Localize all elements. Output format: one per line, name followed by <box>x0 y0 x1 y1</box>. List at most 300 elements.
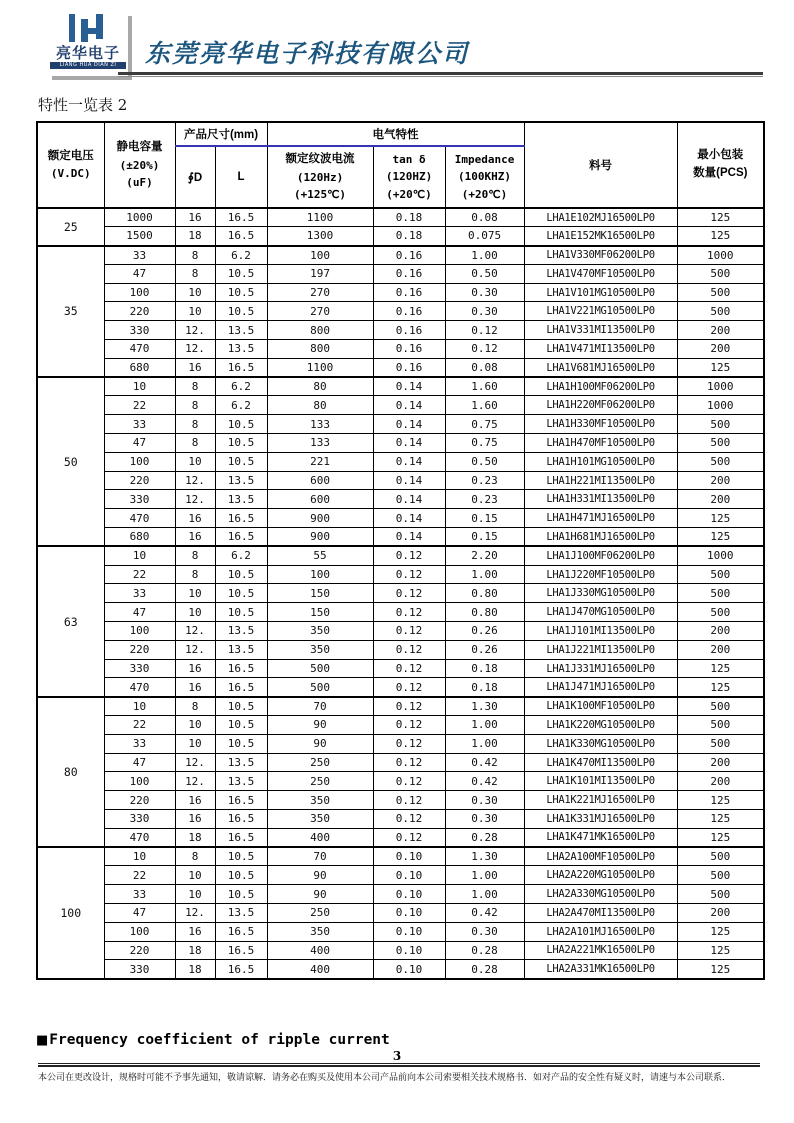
ripple-current-cell: 70 <box>267 847 373 866</box>
impedance-cell: 2.20 <box>445 546 524 565</box>
length-cell: 10.5 <box>215 866 267 885</box>
capacitance-cell: 220 <box>104 941 175 960</box>
ripple-current-cell: 90 <box>267 734 373 753</box>
ripple-current-cell: 500 <box>267 678 373 697</box>
part-number-cell: LHA2A221MK16500LP0 <box>524 941 677 960</box>
packaging-qty-cell: 200 <box>677 640 764 659</box>
packaging-qty-cell: 200 <box>677 753 764 772</box>
part-number-cell: LHA1K330MG10500LP0 <box>524 734 677 753</box>
packaging-qty-cell: 1000 <box>677 246 764 265</box>
part-number-cell: LHA1J470MG10500LP0 <box>524 603 677 622</box>
diameter-cell: 10 <box>175 866 215 885</box>
ripple-current-cell: 350 <box>267 810 373 829</box>
packaging-qty-cell: 500 <box>677 434 764 453</box>
diameter-cell: 10 <box>175 603 215 622</box>
ripple-current-cell: 133 <box>267 415 373 434</box>
ripple-current-cell: 90 <box>267 885 373 904</box>
packaging-qty-cell: 500 <box>677 885 764 904</box>
capacitance-cell: 33 <box>104 246 175 265</box>
capacitance-cell: 10 <box>104 546 175 565</box>
part-number-cell: LHA1H221MI13500LP0 <box>524 471 677 490</box>
packaging-qty-cell: 500 <box>677 283 764 302</box>
packaging-qty-cell: 125 <box>677 528 764 547</box>
length-cell: 10.5 <box>215 603 267 622</box>
header-rule <box>118 72 763 77</box>
impedance-cell: 1.30 <box>445 847 524 866</box>
tan-delta-cell: 0.12 <box>373 678 445 697</box>
tan-delta-cell: 0.10 <box>373 866 445 885</box>
tan-delta-cell: 0.10 <box>373 941 445 960</box>
part-number-cell: LHA2A330MG10500LP0 <box>524 885 677 904</box>
diameter-cell: 10 <box>175 716 215 735</box>
section-heading-text: Frequency coefficient of ripple current <box>49 1032 390 1048</box>
table-row <box>37 528 764 547</box>
part-number-cell: LHA1H220MF06200LP0 <box>524 396 677 415</box>
diameter-cell: 8 <box>175 434 215 453</box>
capacitance-cell: 330 <box>104 490 175 509</box>
tan-delta-cell: 0.12 <box>373 603 445 622</box>
length-cell: 16.5 <box>215 678 267 697</box>
impedance-cell: 1.00 <box>445 885 524 904</box>
impedance-cell: 0.15 <box>445 528 524 547</box>
col-header-part-number: 料号 <box>524 122 677 208</box>
packaging-qty-cell: 125 <box>677 960 764 979</box>
tan-delta-cell: 0.14 <box>373 396 445 415</box>
length-cell: 10.5 <box>215 885 267 904</box>
impedance-cell: 0.75 <box>445 415 524 434</box>
col-header-voltage: 额定电压 (V.DC) <box>37 122 104 208</box>
diameter-cell: 16 <box>175 810 215 829</box>
table-row <box>37 941 764 960</box>
diameter-cell: 10 <box>175 283 215 302</box>
col-header-ripple: 额定纹波电流 (120Hz) (+125℃) <box>267 146 373 208</box>
ripple-current-cell: 70 <box>267 697 373 716</box>
impedance-cell: 0.80 <box>445 584 524 603</box>
part-number-cell: LHA1J331MJ16500LP0 <box>524 659 677 678</box>
tan-delta-cell: 0.14 <box>373 509 445 528</box>
packaging-qty-cell: 200 <box>677 772 764 791</box>
ripple-current-cell: 1100 <box>267 208 373 227</box>
diameter-cell: 16 <box>175 791 215 810</box>
impedance-cell: 1.60 <box>445 377 524 396</box>
tan-delta-cell: 0.16 <box>373 358 445 377</box>
table-row <box>37 246 764 265</box>
table-row <box>37 753 764 772</box>
length-cell: 13.5 <box>215 490 267 509</box>
tan-delta-cell: 0.18 <box>373 208 445 227</box>
logo-text-en: LIANG HUA DIAN ZI <box>50 62 126 69</box>
table-row <box>37 828 764 847</box>
capacitance-cell: 100 <box>104 622 175 641</box>
length-cell: 6.2 <box>215 546 267 565</box>
capacitance-cell: 470 <box>104 509 175 528</box>
ripple-current-cell: 900 <box>267 528 373 547</box>
diameter-cell: 8 <box>175 396 215 415</box>
diameter-cell: 10 <box>175 584 215 603</box>
ripple-current-cell: 90 <box>267 716 373 735</box>
impedance-cell: 1.30 <box>445 697 524 716</box>
impedance-cell: 0.30 <box>445 791 524 810</box>
length-cell: 16.5 <box>215 509 267 528</box>
capacitance-cell: 330 <box>104 960 175 979</box>
packaging-qty-cell: 500 <box>677 734 764 753</box>
packaging-qty-cell: 1000 <box>677 396 764 415</box>
diameter-cell: 18 <box>175 941 215 960</box>
ripple-current-cell: 1100 <box>267 358 373 377</box>
capacitance-cell: 330 <box>104 659 175 678</box>
diameter-cell: 16 <box>175 659 215 678</box>
tan-delta-cell: 0.16 <box>373 321 445 340</box>
tan-delta-cell: 0.12 <box>373 791 445 810</box>
packaging-qty-cell: 500 <box>677 697 764 716</box>
tan-delta-cell: 0.14 <box>373 415 445 434</box>
packaging-qty-cell: 125 <box>677 941 764 960</box>
impedance-cell: 0.30 <box>445 922 524 941</box>
impedance-cell: 0.26 <box>445 640 524 659</box>
part-number-cell: LHA1K331MJ16500LP0 <box>524 810 677 829</box>
ripple-current-cell: 270 <box>267 302 373 321</box>
part-number-cell: LHA1K220MG10500LP0 <box>524 716 677 735</box>
length-cell: 10.5 <box>215 264 267 283</box>
packaging-qty-cell: 125 <box>677 678 764 697</box>
tan-delta-cell: 0.12 <box>373 697 445 716</box>
length-cell: 13.5 <box>215 321 267 340</box>
part-number-cell: LHA1K101MI13500LP0 <box>524 772 677 791</box>
packaging-qty-cell: 1000 <box>677 377 764 396</box>
tan-delta-cell: 0.12 <box>373 622 445 641</box>
impedance-cell: 0.50 <box>445 452 524 471</box>
impedance-cell: 0.30 <box>445 302 524 321</box>
diameter-cell: 10 <box>175 452 215 471</box>
part-number-cell: LHA1V471MI13500LP0 <box>524 340 677 359</box>
ripple-current-cell: 150 <box>267 603 373 622</box>
impedance-cell: 0.30 <box>445 810 524 829</box>
capacitance-cell: 100 <box>104 922 175 941</box>
part-number-cell: LHA1V330MF06200LP0 <box>524 246 677 265</box>
part-number-cell: LHA1H471MJ16500LP0 <box>524 509 677 528</box>
ripple-current-cell: 400 <box>267 941 373 960</box>
diameter-cell: 18 <box>175 960 215 979</box>
table-row <box>37 509 764 528</box>
length-cell: 16.5 <box>215 922 267 941</box>
col-header-diameter: ∮D <box>175 146 215 208</box>
packaging-qty-cell: 125 <box>677 208 764 227</box>
packaging-qty-cell: 125 <box>677 810 764 829</box>
part-number-cell: LHA1V681MJ16500LP0 <box>524 358 677 377</box>
length-cell: 13.5 <box>215 903 267 922</box>
table-row <box>37 697 764 716</box>
tan-delta-cell: 0.14 <box>373 452 445 471</box>
col-header-length: L <box>215 146 267 208</box>
packaging-qty-cell: 200 <box>677 622 764 641</box>
part-number-cell: LHA1V331MI13500LP0 <box>524 321 677 340</box>
length-cell: 13.5 <box>215 340 267 359</box>
capacitance-cell: 22 <box>104 396 175 415</box>
impedance-cell: 1.00 <box>445 716 524 735</box>
tan-delta-cell: 0.16 <box>373 246 445 265</box>
part-number-cell: LHA2A220MG10500LP0 <box>524 866 677 885</box>
capacitance-cell: 470 <box>104 678 175 697</box>
table-title: 特性一览表 2 <box>38 96 128 114</box>
table-body <box>37 208 764 979</box>
length-cell: 6.2 <box>215 377 267 396</box>
part-number-cell: LHA1H470MF10500LP0 <box>524 434 677 453</box>
impedance-cell: 0.42 <box>445 903 524 922</box>
length-cell: 16.5 <box>215 941 267 960</box>
table-row <box>37 340 764 359</box>
tan-delta-cell: 0.12 <box>373 716 445 735</box>
length-cell: 10.5 <box>215 302 267 321</box>
impedance-cell: 0.30 <box>445 283 524 302</box>
part-number-cell: LHA1K470MI13500LP0 <box>524 753 677 772</box>
length-cell: 10.5 <box>215 716 267 735</box>
part-number-cell: LHA1K221MJ16500LP0 <box>524 791 677 810</box>
table-row <box>37 415 764 434</box>
capacitance-cell: 47 <box>104 903 175 922</box>
table-row <box>37 772 764 791</box>
packaging-qty-cell: 125 <box>677 227 764 246</box>
table-row <box>37 885 764 904</box>
table-row <box>37 358 764 377</box>
capacitance-cell: 470 <box>104 828 175 847</box>
tan-delta-cell: 0.12 <box>373 753 445 772</box>
part-number-cell: LHA1J101MI13500LP0 <box>524 622 677 641</box>
table-row <box>37 302 764 321</box>
part-number-cell: LHA1J220MF10500LP0 <box>524 565 677 584</box>
capacitance-cell: 680 <box>104 358 175 377</box>
tan-delta-cell: 0.16 <box>373 302 445 321</box>
tan-delta-cell: 0.12 <box>373 565 445 584</box>
characteristics-table <box>36 121 765 980</box>
table-row <box>37 565 764 584</box>
length-cell: 6.2 <box>215 246 267 265</box>
part-number-cell: LHA2A100MF10500LP0 <box>524 847 677 866</box>
tan-delta-cell: 0.16 <box>373 283 445 302</box>
tan-delta-cell: 0.12 <box>373 734 445 753</box>
length-cell: 10.5 <box>215 734 267 753</box>
ripple-current-cell: 800 <box>267 340 373 359</box>
part-number-cell: LHA1H330MF10500LP0 <box>524 415 677 434</box>
ripple-current-cell: 800 <box>267 321 373 340</box>
length-cell: 10.5 <box>215 283 267 302</box>
ripple-current-cell: 250 <box>267 772 373 791</box>
length-cell: 10.5 <box>215 452 267 471</box>
length-cell: 16.5 <box>215 828 267 847</box>
packaging-qty-cell: 500 <box>677 847 764 866</box>
tan-delta-cell: 0.12 <box>373 659 445 678</box>
packaging-qty-cell: 500 <box>677 264 764 283</box>
col-header-size-group: 产品尺寸(mm) <box>175 122 267 146</box>
packaging-qty-cell: 125 <box>677 828 764 847</box>
packaging-qty-cell: 200 <box>677 340 764 359</box>
diameter-cell: 18 <box>175 828 215 847</box>
table-row <box>37 208 764 227</box>
tan-delta-cell: 0.14 <box>373 434 445 453</box>
ripple-current-cell: 350 <box>267 622 373 641</box>
capacitance-cell: 1500 <box>104 227 175 246</box>
packaging-qty-cell: 125 <box>677 791 764 810</box>
impedance-cell: 1.00 <box>445 866 524 885</box>
table-row <box>37 716 764 735</box>
ripple-current-cell: 55 <box>267 546 373 565</box>
length-cell: 13.5 <box>215 772 267 791</box>
capacitance-cell: 10 <box>104 377 175 396</box>
table-row <box>37 584 764 603</box>
diameter-cell: 12. <box>175 903 215 922</box>
capacitance-cell: 220 <box>104 791 175 810</box>
part-number-cell: LHA1K100MF10500LP0 <box>524 697 677 716</box>
capacitance-cell: 22 <box>104 565 175 584</box>
diameter-cell: 12. <box>175 640 215 659</box>
length-cell: 16.5 <box>215 528 267 547</box>
capacitance-cell: 10 <box>104 847 175 866</box>
tan-delta-cell: 0.18 <box>373 227 445 246</box>
impedance-cell: 1.00 <box>445 246 524 265</box>
impedance-cell: 1.60 <box>445 396 524 415</box>
packaging-qty-cell: 125 <box>677 922 764 941</box>
impedance-cell: 0.28 <box>445 960 524 979</box>
tan-delta-cell: 0.12 <box>373 810 445 829</box>
packaging-qty-cell: 500 <box>677 415 764 434</box>
ripple-current-cell: 133 <box>267 434 373 453</box>
diameter-cell: 8 <box>175 377 215 396</box>
impedance-cell: 0.23 <box>445 490 524 509</box>
table-row <box>37 903 764 922</box>
length-cell: 16.5 <box>215 960 267 979</box>
diameter-cell: 8 <box>175 546 215 565</box>
impedance-cell: 0.12 <box>445 340 524 359</box>
length-cell: 10.5 <box>215 565 267 584</box>
impedance-cell: 0.42 <box>445 772 524 791</box>
table-row <box>37 603 764 622</box>
table-row <box>37 434 764 453</box>
voltage-cell: 35 <box>37 246 104 378</box>
ripple-current-cell: 600 <box>267 471 373 490</box>
packaging-qty-cell: 200 <box>677 321 764 340</box>
impedance-cell: 0.15 <box>445 509 524 528</box>
diameter-cell: 12. <box>175 772 215 791</box>
col-header-electrical-group: 电气特性 <box>267 122 524 146</box>
packaging-qty-cell: 1000 <box>677 546 764 565</box>
tan-delta-cell: 0.14 <box>373 490 445 509</box>
length-cell: 16.5 <box>215 791 267 810</box>
tan-delta-cell: 0.14 <box>373 471 445 490</box>
ripple-current-cell: 80 <box>267 396 373 415</box>
impedance-cell: 0.50 <box>445 264 524 283</box>
length-cell: 6.2 <box>215 396 267 415</box>
tan-delta-cell: 0.12 <box>373 772 445 791</box>
impedance-cell: 0.80 <box>445 603 524 622</box>
ripple-current-cell: 1300 <box>267 227 373 246</box>
table-row <box>37 227 764 246</box>
part-number-cell: LHA1K471MK16500LP0 <box>524 828 677 847</box>
capacitance-cell: 220 <box>104 302 175 321</box>
capacitance-cell: 22 <box>104 716 175 735</box>
table-row <box>37 866 764 885</box>
table-row <box>37 640 764 659</box>
diameter-cell: 10 <box>175 302 215 321</box>
table-row <box>37 678 764 697</box>
ripple-current-cell: 150 <box>267 584 373 603</box>
impedance-cell: 0.28 <box>445 828 524 847</box>
packaging-qty-cell: 500 <box>677 866 764 885</box>
impedance-cell: 0.23 <box>445 471 524 490</box>
capacitance-cell: 100 <box>104 772 175 791</box>
capacitance-cell: 33 <box>104 415 175 434</box>
length-cell: 10.5 <box>215 584 267 603</box>
ripple-current-cell: 80 <box>267 377 373 396</box>
capacitance-cell: 33 <box>104 584 175 603</box>
packaging-qty-cell: 500 <box>677 565 764 584</box>
tan-delta-cell: 0.12 <box>373 584 445 603</box>
capacitance-cell: 33 <box>104 734 175 753</box>
voltage-cell: 63 <box>37 546 104 696</box>
impedance-cell: 1.00 <box>445 565 524 584</box>
diameter-cell: 10 <box>175 734 215 753</box>
part-number-cell: LHA2A101MJ16500LP0 <box>524 922 677 941</box>
impedance-cell: 0.18 <box>445 659 524 678</box>
ripple-current-cell: 350 <box>267 791 373 810</box>
logo-monogram-icon <box>66 14 110 46</box>
packaging-qty-cell: 125 <box>677 509 764 528</box>
table-row <box>37 734 764 753</box>
capacitance-cell: 22 <box>104 866 175 885</box>
part-number-cell: LHA2A331MK16500LP0 <box>524 960 677 979</box>
diameter-cell: 8 <box>175 246 215 265</box>
capacitance-cell: 47 <box>104 264 175 283</box>
packaging-qty-cell: 200 <box>677 903 764 922</box>
length-cell: 16.5 <box>215 358 267 377</box>
tan-delta-cell: 0.12 <box>373 828 445 847</box>
length-cell: 10.5 <box>215 847 267 866</box>
length-cell: 16.5 <box>215 208 267 227</box>
packaging-qty-cell: 200 <box>677 490 764 509</box>
packaging-qty-cell: 500 <box>677 302 764 321</box>
table-row <box>37 922 764 941</box>
length-cell: 16.5 <box>215 227 267 246</box>
diameter-cell: 18 <box>175 227 215 246</box>
voltage-cell: 80 <box>37 697 104 847</box>
section-heading <box>36 1032 390 1048</box>
tan-delta-cell: 0.10 <box>373 960 445 979</box>
ripple-current-cell: 250 <box>267 753 373 772</box>
impedance-cell: 0.075 <box>445 227 524 246</box>
table-row <box>37 321 764 340</box>
diameter-cell: 12. <box>175 321 215 340</box>
table-row <box>37 490 764 509</box>
capacitance-cell: 220 <box>104 471 175 490</box>
tan-delta-cell: 0.16 <box>373 340 445 359</box>
impedance-cell: 0.08 <box>445 208 524 227</box>
diameter-cell: 12. <box>175 340 215 359</box>
col-header-impedance: Impedance (100KHZ) (+20℃) <box>445 146 524 208</box>
ripple-current-cell: 197 <box>267 264 373 283</box>
table-row <box>37 283 764 302</box>
company-name: 东莞亮华电子科技有限公司 <box>145 39 470 68</box>
packaging-qty-cell: 200 <box>677 471 764 490</box>
tan-delta-cell: 0.10 <box>373 847 445 866</box>
capacitance-cell: 1000 <box>104 208 175 227</box>
part-number-cell: LHA2A470MI13500LP0 <box>524 903 677 922</box>
table-row <box>37 810 764 829</box>
capacitance-cell: 47 <box>104 434 175 453</box>
footer-disclaimer: 本公司在更改设计，规格时可能不予事先通知，敬请谅解．请务必在购买及使用本公司产品前向本公司索要相关技术规格书．如对产品的安全性有疑义时，请速与本公司联系． <box>38 1072 732 1082</box>
ripple-current-cell: 100 <box>267 246 373 265</box>
impedance-cell: 0.18 <box>445 678 524 697</box>
diameter-cell: 8 <box>175 415 215 434</box>
table-row <box>37 396 764 415</box>
diameter-cell: 8 <box>175 847 215 866</box>
